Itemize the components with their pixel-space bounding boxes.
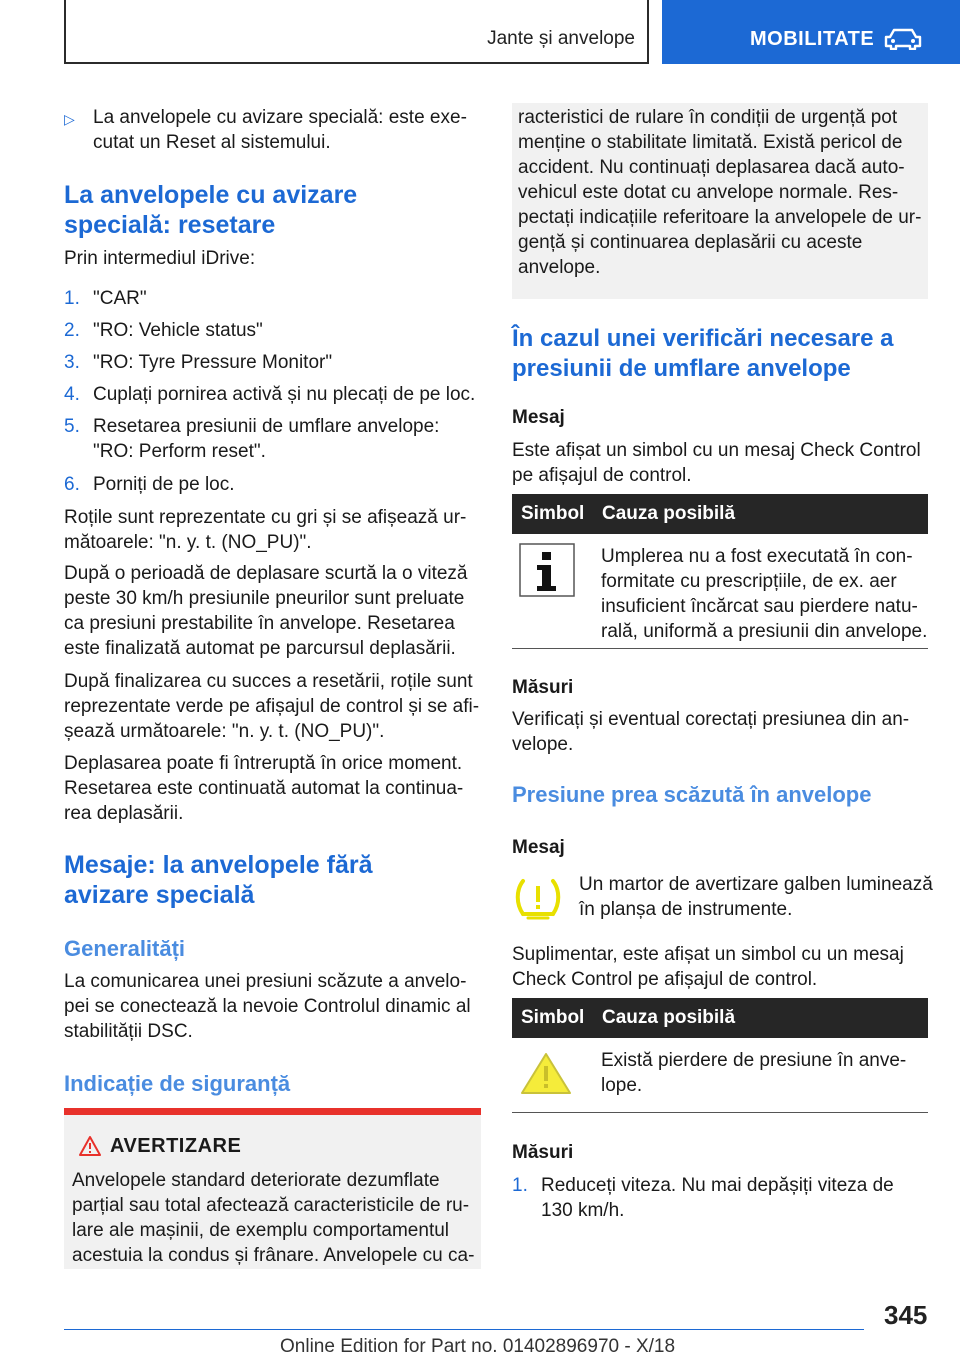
- table-header: [512, 494, 928, 534]
- step-text: "RO: Tyre Pressure Monitor": [93, 352, 333, 373]
- paragraph-general: La comunicarea unei presiuni scăzute a anvelo- pei se conectează la nevoie Controlul dinamic al stabilității DSC.: [64, 971, 471, 1042]
- car-icon: [884, 28, 922, 50]
- label-measures: Măsuri: [512, 677, 574, 698]
- footer-divider: [64, 1329, 864, 1330]
- label-message: Mesaj: [512, 407, 565, 428]
- step-number: 6.: [64, 474, 80, 495]
- tire-pressure-warning-icon: [514, 878, 562, 920]
- divider: [512, 648, 928, 649]
- step-text: Porniți de pe loc.: [93, 474, 235, 495]
- step-text: "CAR": [93, 288, 147, 309]
- column-symbol: Simbol: [521, 503, 585, 524]
- page-number: 345: [884, 1300, 928, 1330]
- heading-safety: Indicație de siguranță: [64, 1071, 291, 1096]
- step-number: 4.: [64, 384, 80, 405]
- heading-general: Generalități: [64, 936, 186, 961]
- step-text: Resetarea presiunii de umflare anvelope: "RO: Perform reset".: [93, 416, 440, 462]
- paragraph-idrive: Prin intermediul iDrive:: [64, 248, 256, 269]
- step-number: 3.: [64, 352, 80, 373]
- heading-pressure-check: În cazul unei verificări necesare a presiunii de umflare anvelope: [512, 325, 894, 382]
- step-text: Reduceți viteza. Nu mai depășiți viteza de 130 km/h.: [541, 1175, 894, 1221]
- info-icon: [519, 543, 575, 597]
- warning-box: [64, 1115, 481, 1269]
- list-item: [512, 1173, 894, 1221]
- paragraph-check-control-extra: Suplimentar, este afișat un simbol cu un mesaj Check Control pe afișajul de control.: [512, 944, 904, 990]
- step-number: 2.: [64, 320, 80, 341]
- heading-reset: La anvelopele cu avizare specială: resetare: [64, 181, 358, 239]
- divider: [512, 1112, 928, 1113]
- warning-bar: [64, 1108, 481, 1115]
- step-number: 1.: [64, 288, 80, 309]
- header-section-box: [64, 0, 649, 64]
- heading-low-pressure: Presiune prea scăzută în anvelope: [512, 782, 872, 807]
- warning-title: AVERTIZARE: [110, 1135, 242, 1157]
- heading-messages: Mesaje: la anvelopele fără avizare specială: [64, 851, 373, 909]
- list-item: [64, 472, 235, 497]
- paragraph-interrupt: Deplasarea poate fi întreruptă în orice moment. Resetarea este continuată automat la continua- rea deplasării.: [64, 753, 464, 824]
- header-chapter-tab[interactable]: [662, 0, 960, 64]
- step-text: "RO: Vehicle status": [93, 320, 263, 341]
- warning-triangle-icon: [519, 1050, 573, 1096]
- list-item: [64, 350, 333, 375]
- column-cause: Cauza posibilă: [602, 503, 736, 524]
- paragraph-check-control: Este afișat un simbol cu un mesaj Check Control pe afișajul de control.: [512, 440, 921, 486]
- warning-box-continued: [512, 103, 928, 299]
- label-message: Mesaj: [512, 837, 565, 858]
- table-header: [512, 998, 928, 1038]
- column-cause: Cauza posibilă: [602, 1007, 736, 1028]
- header-chapter-title: MOBILITATE: [750, 28, 875, 50]
- step-number: 5.: [64, 416, 80, 437]
- paragraph-grey-wheels: Roțile sunt reprezentate cu gri și se afișează ur- mătoarele: "n. y. t. (NO_PU)".: [64, 507, 467, 553]
- header-section-title: Jante și anvelope: [487, 28, 635, 49]
- paragraph-measures: Verificați și eventual corectați presiunea din an- velope.: [512, 709, 910, 755]
- paragraph-success: După finalizarea cu succes a resetării, roțile sunt reprezentate verde pe afișajul de control și se afi- șează următoarele: "n. y. t. (NO_PU)".: [64, 671, 480, 742]
- step-text: Cuplați pornirea activă și nu plecați de pe loc.: [93, 384, 476, 405]
- list-item: [64, 318, 263, 343]
- paragraph-defaults: După o perioadă de deplasare scurtă la o viteză peste 30 km/h presiunile pneurilor sunt preluate ca presiuni prestabilite în anvelope. Resetarea este finalizată automat pe parcursul deplasării.: [64, 563, 468, 659]
- paragraph-warning-lamp: Un martor de avertizare galben luminează în planșa de instrumente.: [579, 874, 933, 920]
- step-number: 1.: [512, 1175, 528, 1196]
- column-symbol: Simbol: [521, 1007, 585, 1028]
- list-item: [64, 286, 147, 311]
- label-measures: Măsuri: [512, 1142, 574, 1163]
- list-item: [64, 382, 476, 407]
- table-cause-text: Există pierdere de presiune în anve- lope.: [601, 1050, 907, 1096]
- list-item-text: La anvelopele cu avizare specială: este exe- cutat un Reset al sistemului.: [93, 107, 467, 153]
- table-cause-text: Umplerea nu a fost executată în con- formitate cu prescripțiile, de ex. aer insuficient încărcat sau pierdere natu- rală, uniformă a presiunii din anvelope.: [601, 546, 928, 642]
- warning-text: Anvelopele standard deteriorate dezumflate parțial sau total afectează caracteristicile de ru- lare ale mașinii, de exemplu comportamentul acestuia la condus și frânare. Anvelopele cu ca-: [72, 1170, 475, 1266]
- warning-triangle-icon: [78, 1135, 102, 1157]
- footer-edition: Online Edition for Part no. 01402896970 - X/18: [280, 1336, 676, 1357]
- triangle-right-icon: ▷: [64, 111, 75, 127]
- list-item: [64, 414, 440, 462]
- warning-text-continued: racteristici de rulare în condiții de urgență pot menține o stabilitate limitată. Există pericol de accident. Nu continuați deplasarea dacă auto- vehicul este dotat cu anvelope normale. Res- pectați indicațiile referitoare la anvelopele de ur- gență și continuarea deplasării cu aceste anvelope.: [518, 107, 922, 278]
